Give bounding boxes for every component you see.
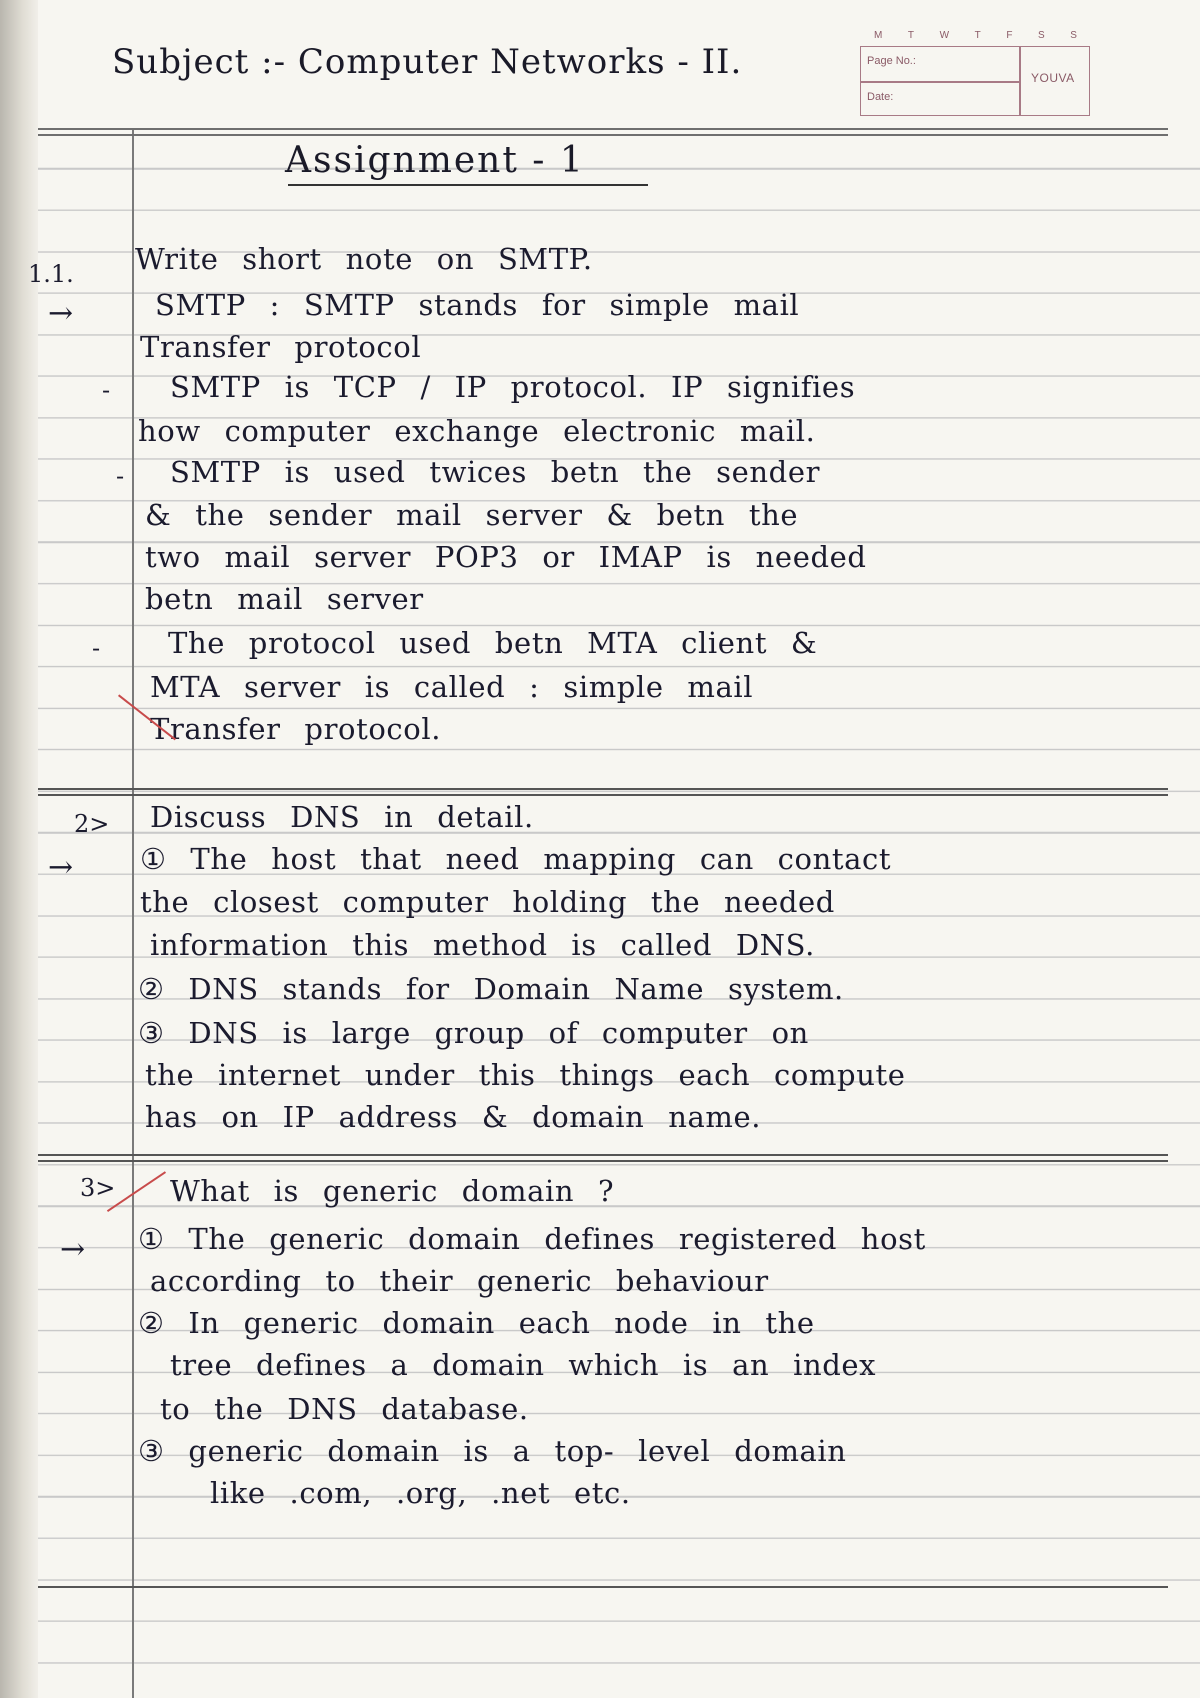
answer-line: SMTP : SMTP stands for simple mail bbox=[155, 288, 800, 322]
answer-arrow-icon: → bbox=[48, 296, 74, 331]
section-divider-double bbox=[38, 794, 1168, 796]
subject-heading: Subject :- Computer Networks - II. bbox=[112, 42, 743, 82]
question-text: Discuss DNS in detail. bbox=[150, 800, 534, 834]
question-number: 1.1. bbox=[28, 260, 74, 288]
answer-arrow-icon: → bbox=[60, 1232, 86, 1267]
answer-line: betn mail server bbox=[145, 582, 424, 616]
weekday-row bbox=[860, 30, 1092, 41]
header-rule-double bbox=[38, 134, 1168, 136]
page-no-label: Page No.: bbox=[867, 55, 916, 67]
page-no-box bbox=[860, 46, 1090, 116]
bullet-dash-icon: - bbox=[116, 462, 125, 490]
section-divider bbox=[38, 788, 1168, 790]
answer-line: how computer exchange electronic mail. bbox=[138, 414, 816, 448]
answer-line: ① The host that need mapping can contact bbox=[140, 842, 892, 876]
bullet-dash-icon: - bbox=[92, 634, 101, 662]
section-divider bbox=[38, 1154, 1168, 1156]
brand-logo-text: YOUVA bbox=[1031, 71, 1075, 85]
question-number: 2> bbox=[74, 810, 110, 838]
header-rule bbox=[38, 128, 1168, 130]
answer-line: the closest computer holding the needed bbox=[140, 885, 835, 919]
answer-line: ② In generic domain each node in the bbox=[138, 1306, 815, 1340]
weekday-letter: M bbox=[874, 30, 884, 41]
answer-line: ③ DNS is large group of computer on bbox=[138, 1016, 809, 1050]
answer-line: ① The generic domain defines registered host bbox=[138, 1222, 926, 1256]
weekday-letter: W bbox=[939, 30, 951, 41]
answer-line: two mail server POP3 or IMAP is needed bbox=[145, 540, 867, 574]
weekday-letter: F bbox=[1006, 30, 1014, 41]
answer-line: according to their generic behaviour bbox=[150, 1264, 769, 1298]
page-date-box bbox=[860, 30, 1092, 116]
answer-line: SMTP is TCP / IP protocol. IP signifies bbox=[170, 370, 856, 404]
answer-line: ② DNS stands for Domain Name system. bbox=[138, 972, 844, 1006]
question-text: What is generic domain ? bbox=[170, 1174, 615, 1208]
question-text: Write short note on SMTP. bbox=[135, 242, 593, 276]
answer-line: the internet under this things each compute bbox=[145, 1058, 906, 1092]
weekday-letter: T bbox=[907, 30, 916, 41]
weekday-letter: S bbox=[1070, 30, 1078, 41]
section-divider-double bbox=[38, 1160, 1168, 1162]
answer-line: tree defines a domain which is an index bbox=[170, 1348, 877, 1382]
answer-line: has on IP address & domain name. bbox=[145, 1100, 762, 1134]
answer-line: The protocol used betn MTA client & bbox=[168, 626, 818, 660]
answer-line: SMTP is used twices betn the sender bbox=[170, 455, 821, 489]
answer-line: information this method is called DNS. bbox=[150, 928, 815, 962]
bullet-dash-icon: - bbox=[102, 376, 111, 404]
answer-arrow-icon: → bbox=[48, 850, 74, 885]
assignment-title: Assignment - 1 bbox=[285, 140, 585, 181]
answer-line: & the sender mail server & betn the bbox=[145, 498, 799, 532]
margin-line bbox=[132, 130, 134, 1698]
answer-line: to the DNS database. bbox=[160, 1392, 529, 1426]
question-number: 3> bbox=[80, 1174, 116, 1202]
answer-line: ③ generic domain is a top- level domain bbox=[138, 1434, 847, 1468]
title-underline bbox=[288, 184, 648, 186]
margin-slash-mark bbox=[107, 1171, 166, 1212]
date-label: Date: bbox=[867, 91, 894, 103]
weekday-letter: S bbox=[1038, 30, 1046, 41]
bottom-divider bbox=[38, 1586, 1168, 1588]
answer-line: Transfer protocol. bbox=[150, 712, 442, 746]
weekday-letter: T bbox=[974, 30, 982, 41]
notebook-binding bbox=[0, 0, 38, 1698]
answer-line: like .com, .org, .net etc. bbox=[210, 1476, 631, 1510]
answer-line: MTA server is called : simple mail bbox=[150, 670, 754, 704]
answer-line: Transfer protocol bbox=[140, 330, 422, 364]
